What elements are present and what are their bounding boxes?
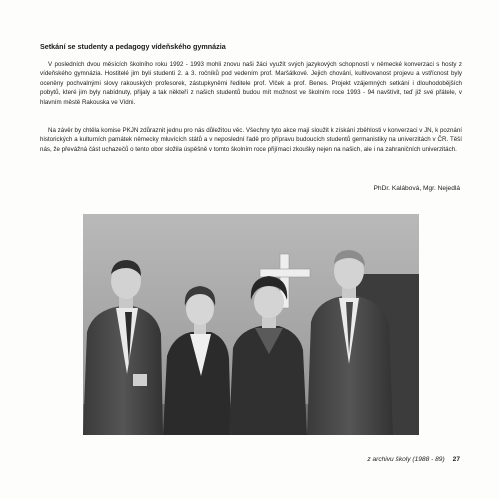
archive-photo [83, 214, 419, 435]
photo-illustration [83, 214, 419, 435]
article-paragraph-1: V posledních dvou měsících školního roku 1992 - 1993 mohli znovu naši žáci využít svých jazykových schopností v německé konverzaci s hosty z vídeňského gymnázia. Hostitelé jim byli studenti 2. a 3. ročníků pod vedením prof. Maršálkové. Jejich chování, kultivovanost projevu a vstřícnost byly oceněny pochvalnými slovy rakouských profesorek, zástupkyněmi ředitele prof. Vlček a prof. Benes. Projekt vzájemných setkání i dlouhodobějších pobytů, které jim byly nabídnuty, přijaly a tak někteří z našich studentů budou mít možnost ve školním roce 1993 - 94 navštívit, teď již své přátele, v hlavním městě Rakouska ve Vídni. [40, 61, 462, 106]
page-number: 27 [452, 456, 460, 463]
article-heading: Setkání se studenty a pedagogy vídeňského gymnázia [40, 42, 226, 51]
page-footer [367, 455, 460, 464]
article-paragraph-2: Na závěr by chtěla komise PKJN zdůraznit jednu pro nás důležitou věc. Všechny tyto akce mají sloužit k získání zběhlosti v konverzaci v JN, k poznání historických a kulturních památek německy mluvících států a v neposlední řadě pro přípravu budoucích studentů germanistiky na univerzitách v ČR. Těší nás, že převážná část uchazečů o tento obor složila úspěšně v tomto školním roce přijímací zkoušky nejen na našich, ale i na zahraničních univerzitách. [40, 127, 462, 153]
footer-series-title: z archivu školy (1988 - 89) [367, 456, 445, 463]
article-signature: PhDr. Kalábová, Mgr. Nejedlá [373, 185, 460, 192]
